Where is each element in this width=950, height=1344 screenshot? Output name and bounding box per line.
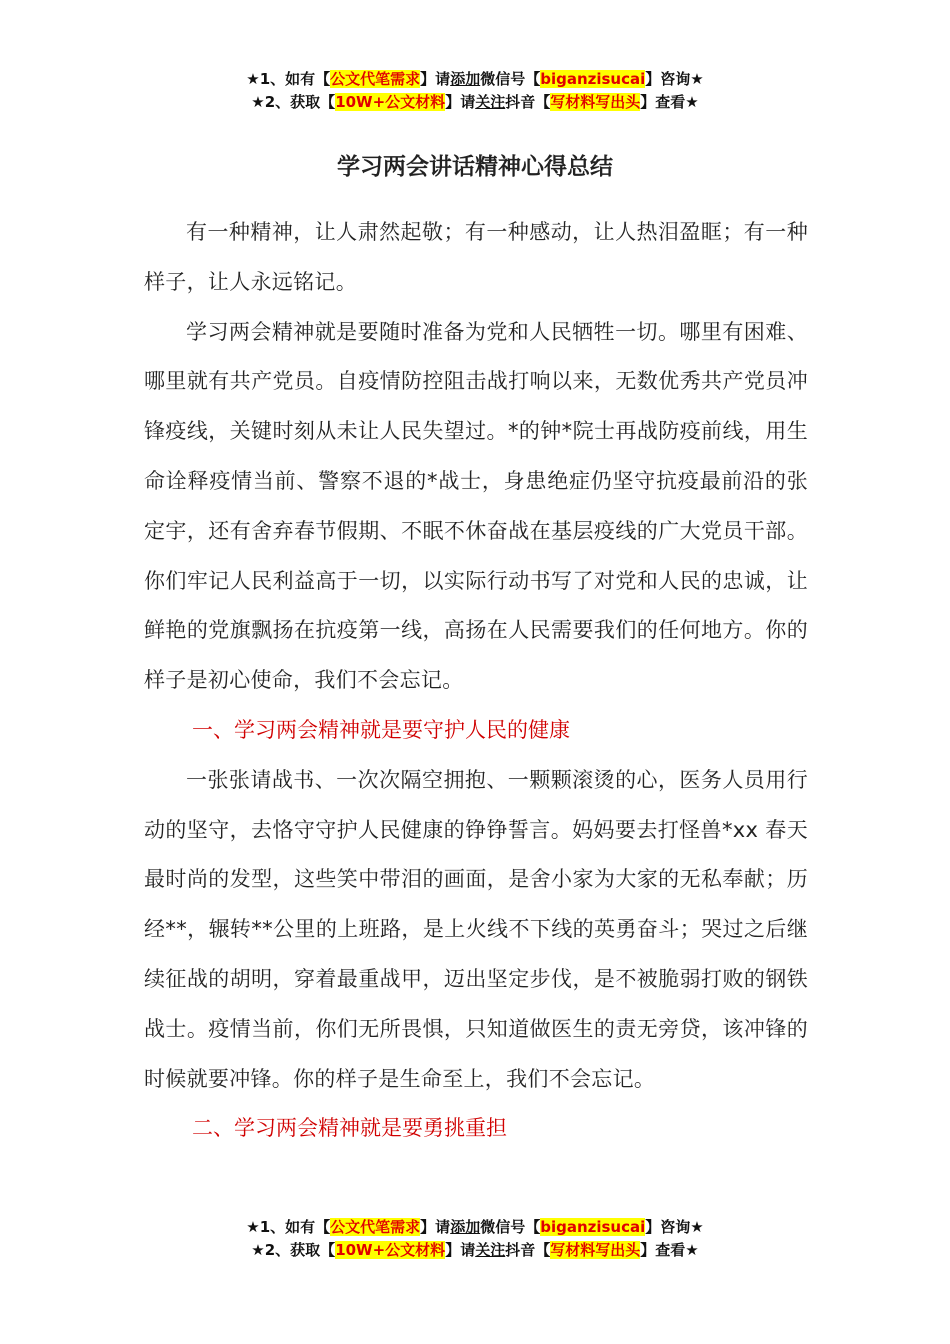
- document-body: [144, 208, 808, 1154]
- banner-text: 】请: [420, 70, 451, 88]
- paragraph-health: 一张张请战书、一次次隔空拥抱、一颗颗滚烫的心，医务人员用行动的坚守，去恪守守护人民健康的铮铮誓言。妈妈要去打怪兽*xx 春天最时尚的发型，这些笑中带泪的画面，是舍小家为大家的无私奉献；历经**，辗转**公里的上班路，是上火线不下线的英勇奋斗；哭过之后继续征战的胡明，穿着最重战甲，迈出坚定步伐，是不被脆弱打败的钢铁战士。疫情当前，你们无所畏惧，只知道做医生的责无旁贷，该冲锋的时候就要冲锋。你的样子是生命至上，我们不会忘记。: [144, 767, 808, 1091]
- banner-line-1: [0, 1216, 950, 1239]
- footer-banner: [0, 1216, 950, 1262]
- section-heading-2: 二、学习两会精神就是要勇挑重担: [192, 1116, 507, 1141]
- banner-underline: 关注: [475, 1241, 506, 1259]
- banner-highlight: 10W+公文材料: [335, 93, 446, 111]
- banner-text: 】咨询★: [645, 1218, 704, 1236]
- banner-text: ★2、获取【: [251, 1241, 336, 1259]
- banner-highlight: biganzisucai: [540, 1218, 646, 1236]
- banner-text: ★2、获取【: [251, 93, 336, 111]
- banner-text: 抖音【: [505, 1241, 551, 1259]
- header-banner: [0, 68, 950, 114]
- banner-highlight: 写材料写出头: [550, 1241, 641, 1259]
- banner-highlight: 公文代笔需求: [330, 70, 421, 88]
- banner-underline: 添加: [450, 70, 481, 88]
- banner-line-1: [0, 68, 950, 91]
- banner-highlight: 公文代笔需求: [330, 1218, 421, 1236]
- banner-text: 】咨询★: [645, 70, 704, 88]
- banner-text: ★1、如有【: [246, 1218, 331, 1236]
- banner-text: 】请: [445, 1241, 476, 1259]
- banner-highlight: 10W+公文材料: [335, 1241, 446, 1259]
- banner-line-2: [0, 91, 950, 114]
- paragraph-intro: 有一种精神，让人肃然起敬；有一种感动，让人热泪盈眶；有一种样子，让人永远铭记。: [144, 220, 808, 294]
- banner-text: ★1、如有【: [246, 70, 331, 88]
- paragraph-sacrifice: 学习两会精神就是要随时准备为党和人民牺牲一切。哪里有困难、哪里就有共产党员。自疫情防控阻击战打响以来，无数优秀共产党员冲锋疫线，关键时刻从未让人民失望过。*的钟*院士再战防疫前线，用生命诠释疫情当前、警察不退的*战士，身患绝症仍坚守抗疫最前沿的张定宇，还有舍弃春节假期、不眠不休奋战在基层疫线的广大党员干部。你们牢记人民利益高于一切，以实际行动书写了对党和人民的忠诚，让鲜艳的党旗飘扬在抗疫第一线，高扬在人民需要我们的任何地方。你的样子是初心使命，我们不会忘记。: [144, 319, 808, 693]
- banner-highlight: 写材料写出头: [550, 93, 641, 111]
- banner-text: 】查看★: [640, 1241, 699, 1259]
- section-heading-1: 一、学习两会精神就是要守护人民的健康: [192, 717, 570, 742]
- banner-text: 微信号【: [480, 70, 541, 88]
- banner-underline: 添加: [450, 1218, 481, 1236]
- banner-text: 微信号【: [480, 1218, 541, 1236]
- banner-text: 】查看★: [640, 93, 699, 111]
- banner-text: 】请: [445, 93, 476, 111]
- document-title: 学习两会讲话精神心得总结: [337, 154, 613, 180]
- banner-text: 抖音【: [505, 93, 551, 111]
- banner-line-2: [0, 1239, 950, 1262]
- banner-text: 】请: [420, 1218, 451, 1236]
- banner-underline: 关注: [475, 93, 506, 111]
- banner-highlight: biganzisucai: [540, 70, 646, 88]
